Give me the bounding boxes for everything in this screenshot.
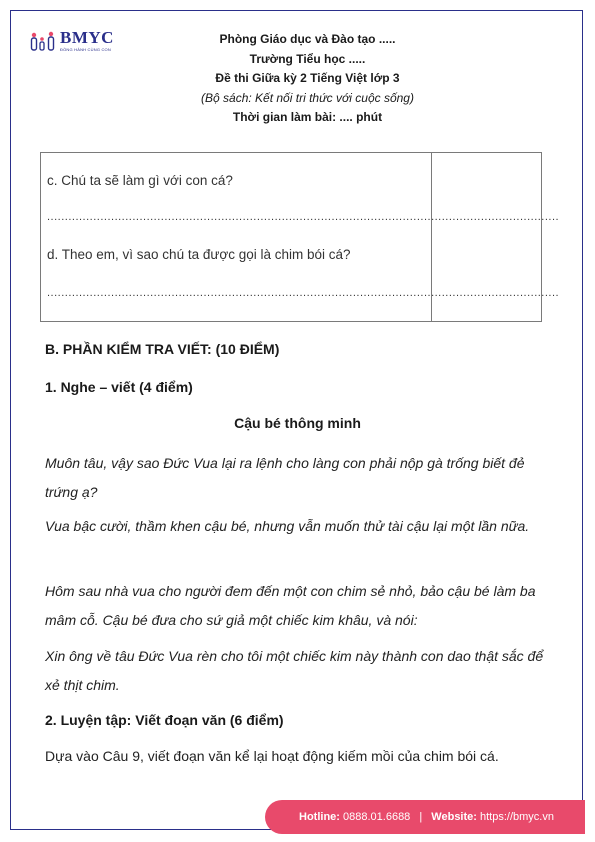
story-paragraph-1: Muôn tâu, vậy sao Đức Vua lại ra lệnh cho làng con phải nộp gà trống biết đẻ trứng ạ? [45, 455, 525, 500]
answer-line-d[interactable]: ................................................................................................................................................ [47, 287, 560, 299]
story-paragraph-2: Vua bậc cười, thầm khen cậu bé, nhưng vẫn muốn thử tài cậu lại một lần nữa. [45, 518, 530, 534]
story-paragraph-3: Hôm sau nhà vua cho người đem đến một con chim sẻ nhỏ, bảo cậu bé làm ba mâm cỗ. Cậu bé đưa cho sứ giả một chiếc kim khâu, và nói: [45, 583, 536, 628]
header-exam-title: Đề thi Giữa kỳ 2 Tiếng Việt lớp 3 [215, 71, 400, 85]
hotline-number[interactable]: 0888.01.6688 [343, 811, 411, 823]
story-paragraph-4: Xin ông về tâu Đức Vua rèn cho tôi một chiếc kim này thành con dao thật sắc để xẻ thịt chim. [45, 648, 544, 693]
family-figures-icon [30, 30, 58, 52]
document-header [120, 30, 495, 128]
header-school: Trường Tiểu học ..... [249, 51, 366, 66]
brand-name: BMYC [60, 28, 114, 47]
question-d: d. Theo em, vì sao chú ta được gọi là chim bói cá? [47, 247, 351, 262]
footer-separator: | [419, 811, 423, 823]
brand-tagline: ĐỒNG HÀNH CÙNG CON [60, 47, 111, 52]
part-2-title: 2. Luyện tập: Viết đoạn văn (6 điểm) [45, 712, 284, 728]
writing-task: Dựa vào Câu 9, viết đoạn văn kể lại hoạt động kiếm mồi của chim bói cá. [45, 748, 499, 764]
section-b-title: B. PHẦN KIỂM TRA VIẾT: (10 ĐIỂM) [45, 341, 280, 357]
brand-logo [30, 28, 120, 54]
website-label: Website: [431, 811, 477, 823]
header-department: Phòng Giáo dục và Đào tạo ..... [219, 32, 396, 46]
question-table [40, 152, 560, 322]
header-book-series: (Bộ sách: Kết nối tri thức với cuộc sống) [201, 90, 414, 105]
contact-footer [265, 800, 585, 834]
header-duration: Thời gian làm bài: .... phút [232, 110, 383, 124]
hotline-label: Hotline: [299, 811, 340, 823]
story-title: Cậu bé thông minh [234, 415, 361, 431]
part-1-title: 1. Nghe – viết (4 điểm) [45, 379, 193, 395]
question-c: c. Chú ta sẽ làm gì với con cá? [47, 173, 233, 188]
website-link[interactable]: https://bmyc.vn [480, 811, 554, 823]
answer-line-c[interactable]: ................................................................................................................................................ [47, 211, 560, 223]
